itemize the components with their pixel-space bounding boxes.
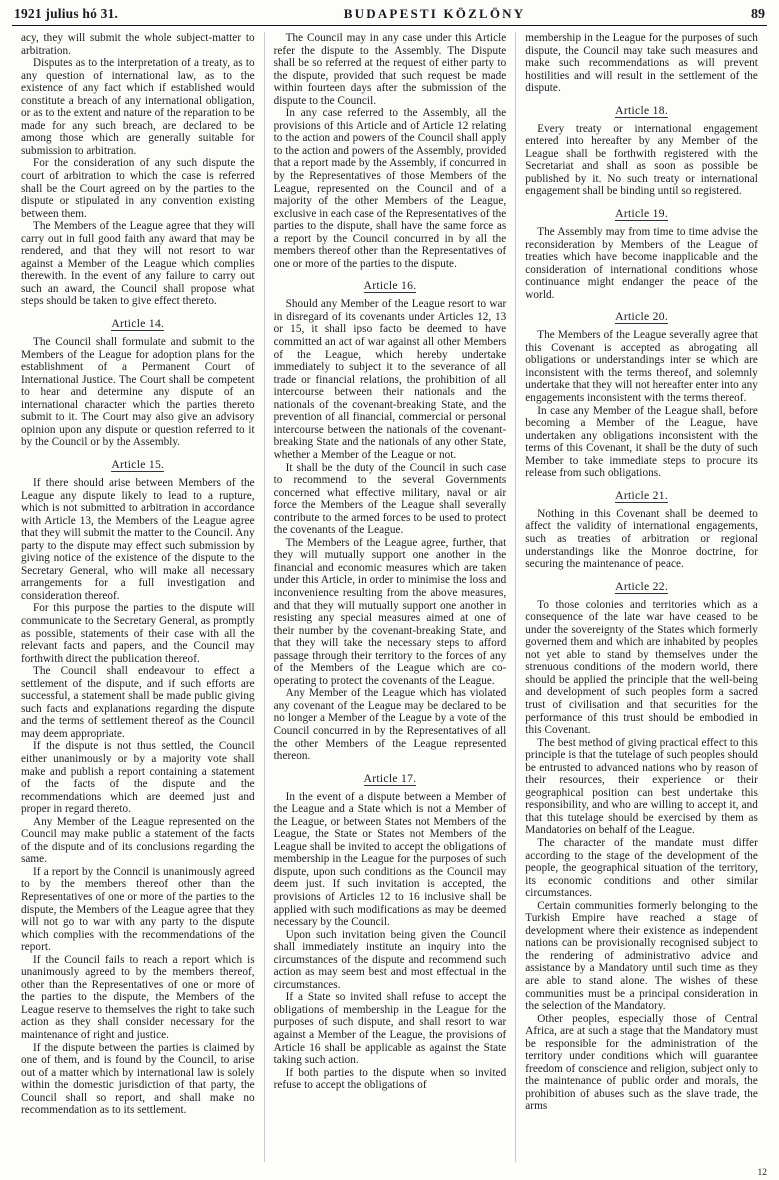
article-columns [12,32,767,1162]
paragraph: Disputes as to the interpretation of a treaty, as to any question of international law, as to the existence of any fact which if established would constitute a breach of any international obligation, or as to the extent and nature of the reparation to be made for any such breach, are declared to be among those which are generally suitable for submission to arbitration. [21,57,255,157]
paragraph: The Members of the League severally agree that this Covenant is accepted as abrogating all obligations or understandings inter se which are inconsistent with the terms thereof, and solemnly undertake that they will not hereafter enter into any engagements inconsistent with the terms thereof. [525,329,758,405]
column-3 [515,32,767,1162]
masthead-date: 1921 julius hó 31. [14,6,119,21]
article-heading [525,104,758,117]
article-heading [525,580,758,593]
paragraph: In the event of a dispute between a Member of the League and a State which is not a Member of the League, or between States not Members of the League, the State or States not Members of the League shall be invited to accept the obligations of membership in the League for the purposes of such dispute, upon such conditions as the Council may deem just. If such invitation is accepted, the provisions of Articles 12 to 16 inclusive shall be applied with such modifications as may be deemed necessary by the Council. [273,790,507,929]
article-heading [21,458,255,471]
paragraph: Any Member of the League represented on the Council may make public a statement of the facts of the dispute and of its conclusions regarding the same. [21,815,255,866]
paragraph: If the Council fails to reach a report which is unanimously agreed to by the members thereof, other than the Representatives of one or more of the parties to the dispute, the Members of the League reserve to themselves the right to take such action as they shall consider necessary for the maintenance of right and justice. [21,953,255,1042]
masthead [12,6,767,26]
article-heading-label: Article 22. [615,579,669,593]
paragraph: The best method of giving practical effect to this principle is that the tutelage of such peoples should be entrusted to advanced nations who by reason of their resources, their experience or their geographical position can best undertake this responsibility, and who are willing to accept it, and that this tutelage should be exercised by them as Mandatories on behalf of the League. [525,736,758,837]
paragraph: The Members of the League agree that they will carry out in full good faith any award that may be rendered, and that they will not resort to war against a Member of the League which complies therewith. In the event of any failure to carry out such an award, the Council shall propose what steps should be taken to give effect thereto. [21,220,255,308]
paragraph: Certain communities formerly belonging to the Turkish Empire have reached a stage of development where their existence as independent nations can be provisionally recognised subject to the rendering of administrativo advice and assistance by a Mandatory until such time as they are able to stand alone. The wishes of these communities must be a principal consideration in the selection of the Mandatory. [525,899,758,1013]
article-heading [525,207,758,220]
paragraph: Every treaty or international engagement entered into hereafter by any Member of the League shall be forthwith registered with the Secretariat and shall as soon as possible be published by it. No such treaty or international engagement shall be binding until so registered. [525,122,758,198]
paragraph: In case any Member of the League shall, before becoming a Member of the League, have undertaken any obligations inconsistent with the terms of this Covenant, it shall be the duty of such Member to take immediate steps to procure its release from such obligations. [525,404,758,480]
paragraph: Other peoples, especially those of Central Africa, are at such a stage that the Mandatory must be responsible for the administration of the territory under conditions which will guarantee freedom of conscience and religion, subject only to the maintenance of public order and morals, the prohibition of abuses such as the slave trade, the arms [525,1012,758,1113]
paragraph: The Members of the League agree, further, that they will mutually support one another in the financial and economic measures which are taken under this Article, in order to minimise the loss and inconvenience resulting from the above measures, and that they will mutually support one another in resisting any special measures aimed at one of their number by the covenant-breaking State, and that they will take the necessary steps to afford passage through their territory to the forces of any of the Members of the League which are co-operating to protect the covenants of the League. [273,536,507,687]
masthead-page-number: 89 [750,7,765,22]
article-heading-label: Article 16. [363,279,417,293]
article-heading-label: Article 21. [615,488,669,502]
paragraph: Nothing in this Covenant shall be deemed to affect the validity of international engagements, such as treaties of arbitration or regional understandings like the Monroe doctrine, for securing the maintenance of peace. [525,507,758,571]
paragraph: If a report by the Conncil is unanimously agreed to by the members thereof other than the Representatives of one or more of the parties to the dispute, the Members of the League agree that they will not go to war with any party to the dispute which complies with the recommendations of the report. [21,865,255,954]
paragraph: It shall be the duty of the Council in such case to recommend to the several Governments concerned what effective military, naval or air force the Members of the League shall severally contribute to the armed forces to be used to protect the covenants of the League. [273,461,507,537]
paragraph: To those colonies and territories which as a consequence of the late war have ceased to be under the sovereignty of the States which formerly governed them and which are inhabited by peoples not yet able to stand by themselves under the strenuous conditions of the modern world, there should be applied the principle that the well-being and development of such peoples form a sacred trust of civilisation and that securities for the performance of this trust should be embodied in this Covenant. [525,598,758,737]
paragraph: The Assembly may from time to time advise the reconsideration by Members of the League of treaties which have become inapplicable and the consideration of international conditions whose continuance might endanger the peace of the world. [525,226,758,301]
article-heading [21,317,255,330]
article-heading [525,489,758,502]
paragraph: Any Member of the League which has violated any covenant of the League may be declared to be no longer a Member of the League by a vote of the Council concurred in by the Representatives of all the other Members of the League represented thereon. [273,687,507,763]
paragraph: For this purpose the parties to the dispute will communicate to the Secretary General, as promptly as possible, statements of their case with all the relevant facts and papers, and the Council may forthwith direct the publication thereof. [21,602,255,665]
article-heading-label: Article 18. [615,103,669,117]
paragraph: The Council shall formulate and submit to the Members of the League for adoption plans for the establishment of a Permanent Court of International Justice. The Court shall be competent to hear and determine any dispute of an international character which the parties thereto submit to it. The Court may also give an advisory opinion upon any dispute or question referred to it by the Council or by the Assembly. [21,336,255,449]
paragraph: For the consideration of any such dispute the court of arbitration to which the case is referred shall be the Court agreed on by the parties to the dispute or stipulated in any convention existing between them. [21,157,255,220]
paragraph: membership in the League for the purposes of such dispute, the Council may take such measures and make such recommendations as will prevent hostilities and will result in the settlement of the dispute. [525,32,758,95]
article-heading-label: Article 14. [111,317,165,331]
column-1 [12,32,264,1162]
column-2 [264,32,516,1162]
page-signature: 12 [757,1168,767,1178]
paragraph: Should any Member of the League resort to war in disregard of its covenants under Articles 12, 13 or 15, it shall ipso facto be deemed to have committed an act of war against all other Members of the League, which hereby undertake immediately to subject it to the severance of all trade or financial relations, the prohibition of all intercourse between their nationals and the nationals of the covenant-breaking State, and the prevention of all financial, commercial or personal intercourse between the nationals of the covenant-breaking State and the nationals of any other State, whether a Member of the League or not. [273,298,507,461]
article-heading-label: Article 19. [615,207,669,221]
article-heading [525,310,758,323]
article-heading-label: Article 20. [615,310,669,324]
paragraph: The Council shall endeavour to effect a settlement of the dispute, and if such efforts are successful, a statement shall be made public giving such facts and explanations regarding the dispute and the terms of settlement thereof as the Council may deem appropriate. [21,665,255,740]
paragraph: If a State so invited shall refuse to accept the obligations of membership in the League for the purposes of such dispute, and shall resort to war against a Member of the League, the provisions of Article 16 shall be applicable as against the State taking such action. [273,991,507,1067]
paragraph: If there should arise between Members of the League any dispute likely to lead to a rupture, which is not submitted to arbitration in accordance with Article 13, the Members of the League agree that they will submit the matter to the Council. Any party to the dispute may effect such submission by giving notice of the existence of the dispute to the Secretary General, who will make all necessary arrangements for a full investigation and consideration thereof. [21,476,255,602]
paragraph: If the dispute is not thus settled, the Council either unanimously or by a majority vote shall make and publish a report containing a statement of the facts of the dispute and the recommendations which are deemed just and proper in regard thereto. [21,740,255,816]
article-heading [274,279,507,292]
paragraph: acy, they will submit the whole subject-matter to arbitration. [21,32,255,57]
masthead-title: BUDAPESTI KÖZLÖNY [343,6,526,21]
article-heading-label: Article 17. [363,771,417,785]
article-heading [274,772,507,785]
paragraph: The Council may in any case under this Article refer the dispute to the Assembly. The Dispute shall be so referred at the request of either party to the dispute, provided that such request be made within fourteen days after the submission of the dispute to the Council. [273,32,507,107]
paragraph: The character of the mandate must differ according to the stage of the development of the people, the geographical situation of the territory, its economic conditions and other similar circumstances. [525,836,758,900]
paragraph: In any case referred to the Assembly, all the provisions of this Article and of Article 12 relating to the action and powers of the Council shall apply to the action and powers of the Assembly, provided that a report made by the Assembly, if concurred in by the Representatives of those Members of the League, represented on the Council and of a majority of the other Members of the League, exclusive in each case of the Representatives of the parties to the dispute, shall have the same force as a report by the Council concurred in by all the members thereof other than the Representatives of one or more of the parties to the dispute. [273,107,507,270]
article-heading-label: Article 15. [111,457,165,471]
paragraph: Upon such invitation being given the Council shall immediately institute an inquiry into the circumstances of the dispute and recommend such action as may seem best and most effectual in the circumstances. [273,928,507,991]
paragraph: If the dispute between the parties is claimed by one of them, and is found by the Council, to arise out of a matter which by international law is solely within the domestic jurisdiction of that party, the Council shall so report, and shall make no recommendation as to its settlement. [21,1041,255,1117]
paragraph: If both parties to the dispute when so invited refuse to accept the obligations of [273,1066,507,1092]
